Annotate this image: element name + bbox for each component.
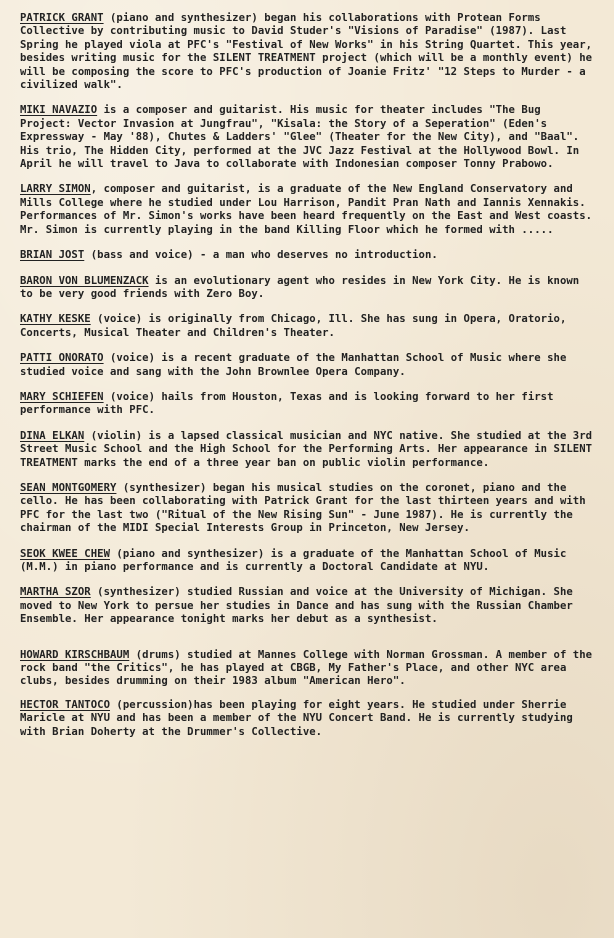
bio-sean-montgomery [20, 482, 596, 536]
bio-text: , composer and guitarist, is a graduate of the New England Conservatory and Mills College where he studied under Lou Harrison, Pandit Pran Nath and Iannis Xennakis. Performances of Mr. Simon's works have been heard frequently on the East and West coasts. Mr. Simon is currently playing in the band Killing Floor which he formed with ..... [20, 183, 593, 236]
bio-name: KATHY KESKE [20, 313, 91, 326]
bio-dina-elkan [20, 430, 596, 470]
bio-baron-von-blumenzack [20, 275, 596, 302]
bio-howard-kirschbaum [20, 649, 596, 689]
bio-text: (synthesizer) began his musical studies on the coronet, piano and the cello. He has been collaborating with Patrick Grant for the last thirteen years and with PFC for the last two ("Ritual of the New Rising Sun" - June 1987). He is currently the chairman of the MIDI Special Interests Group in Princeton, New Jersey. [20, 481, 586, 535]
bio-miki-navazio [20, 104, 596, 171]
bio-name: DINA ELKAN [20, 429, 85, 442]
bio-name: PATRICK GRANT [20, 12, 104, 24]
bio-name: HECTOR TANTOCO [20, 698, 110, 711]
bio-larry-simon [20, 183, 596, 237]
bio-martha-szor [20, 586, 596, 626]
bio-seok-kwee-chew [20, 548, 596, 575]
bio-text: (voice) hails from Houston, Texas and is looking forward to her first performance with PFC. [20, 390, 554, 417]
bio-text: (bass and voice) - a man who deserves no introduction. [84, 249, 438, 262]
bio-text: (voice) is originally from Chicago, Ill. She has sung in Opera, Oratorio, Concerts, Musical Theater and Children's Theater. [20, 313, 567, 339]
bio-name: MARY SCHIEFEN [20, 390, 104, 403]
bio-hector-tantoco [20, 699, 596, 739]
bio-patti-onorato [20, 352, 596, 379]
bio-text: (piano and synthesizer) is a graduate of the Manhattan School of Music (M.M.) in piano performance and is currently a Doctoral Candidate at NYU. [20, 547, 567, 573]
bio-text: (violin) is a lapsed classical musician and NYC native. She studied at the 3rd Street Music School and the High School for the Performing Arts. Her appearance in SILENT TREATMENT marks the end of a three year ban on public violin performance. [20, 429, 593, 469]
bio-name: BARON VON BLUMENZACK [20, 274, 149, 287]
bio-text: (drums) studied at Mannes College with Norman Grossman. A member of the rock band "the Critics", he has played at CBGB, My Father's Place, and other NYC area clubs, besides drumming on their 1983 album "American Hero". [20, 648, 593, 688]
bio-kathy-keske [20, 313, 596, 340]
bio-brian-jost [20, 249, 596, 262]
bio-text: (piano and synthesizer) began his collaborations with Protean Forms Collective by contributing music to David Studer's "Visions of Paradise" (1987). Last Spring he played viola at PFC's "Festival of New Works" in his String Quartet. This year, besides writing music for the SILENT TREATMENT project (which will be a monthly event) he will be composing the score to PFC's production of Joanie Fritz' "12 Steps to Murder - a civilized walk". [20, 12, 593, 92]
bio-text: (percussion)has been playing for eight years. He studied under Sherrie Maricle at NYU and has been a member of the NYU Concert Band. He is currently studying with Brian Doherty at the Drummer's Collective. [20, 698, 573, 738]
bio-text: (voice) is a recent graduate of the Manhattan School of Music where she studied voice and sang with the John Brownlee Opera Company. [20, 352, 567, 378]
bio-patrick-grant [20, 12, 596, 92]
bio-text: (synthesizer) studied Russian and voice at the University of Michigan. She moved to New York to persue her studies in Dance and has sung with the Russian Chamber Ensemble. Her appearance tonight marks her debut as a synthesist. [20, 586, 573, 626]
bio-text: is a composer and guitarist. His music for theater includes "The Bug Project: Vector Invasion at Jungfrau", "Kisala: the Story of a Seperation" (Eden's Expressway - May '88), Chutes & Ladders' "Glee" (Theater for the New City), and "Baal". His trio, The Hidden City, performed at the JVC Jazz Festival at the Hollywood Bowl. In April he will travel to Java to collaborate with Indonesian composer Tonny Prabowo. [20, 104, 580, 171]
bio-name: HOWARD KIRSCHBAUM [20, 648, 130, 661]
bio-name: SEOK KWEE CHEW [20, 547, 110, 560]
bio-name: MARTHA SZOR [20, 586, 91, 599]
bio-name: LARRY SIMON [20, 183, 91, 196]
bio-name: SEAN MONTGOMERY [20, 481, 117, 494]
bio-name: BRIAN JOST [20, 249, 85, 262]
bio-name: MIKI NAVAZIO [20, 104, 98, 117]
bio-text: is an evolutionary agent who resides in New York City. He is known to be very good friends with Zero Boy. [20, 274, 580, 300]
bio-mary-schiefen [20, 391, 596, 418]
bio-name: PATTI ONORATO [20, 352, 104, 365]
